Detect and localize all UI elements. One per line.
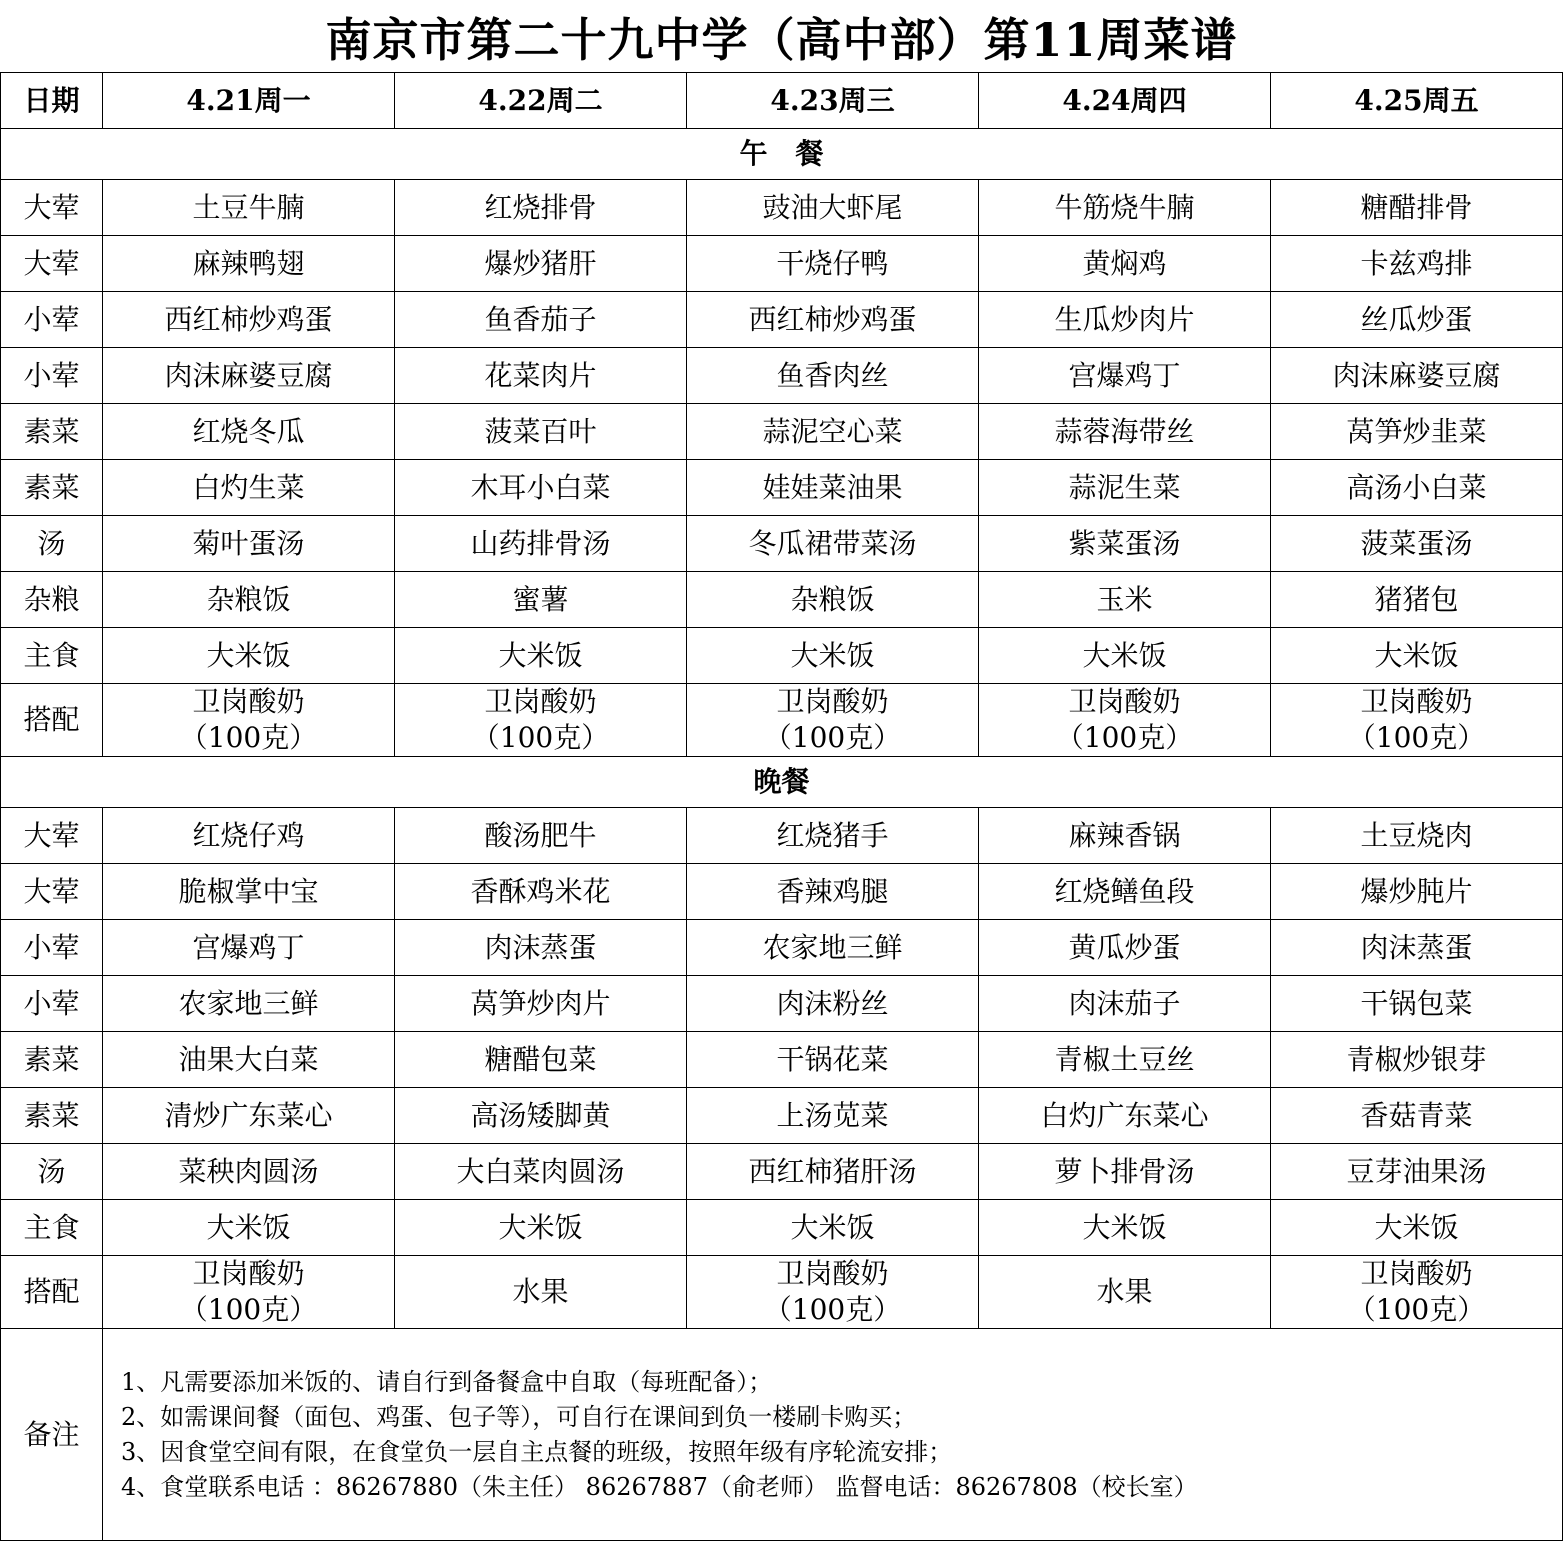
pairing-row xyxy=(1,684,1563,757)
dish-cell: 糖醋包菜 xyxy=(395,1032,687,1088)
pairing-cell xyxy=(1271,1256,1563,1329)
category-label: 小荤 xyxy=(1,920,103,976)
menu-row xyxy=(1,628,1563,684)
dish-cell: 爆炒猪肝 xyxy=(395,236,687,292)
notes-label: 备注 xyxy=(1,1329,103,1541)
pairing-amount: （100克） xyxy=(179,1293,318,1326)
pairing-item: 卫岗酸奶 xyxy=(192,685,305,718)
menu-row xyxy=(1,292,1563,348)
dish-cell: 大米饭 xyxy=(395,1200,687,1256)
dish-cell: 西红柿猪肝汤 xyxy=(687,1144,979,1200)
pairing-cell xyxy=(687,684,979,757)
category-label: 小荤 xyxy=(1,976,103,1032)
pairing-amount: （100克） xyxy=(179,721,318,754)
pairing-item: 卫岗酸奶 xyxy=(192,1257,305,1290)
dish-cell: 紫菜蛋汤 xyxy=(979,516,1271,572)
dish-cell: 大米饭 xyxy=(1271,1200,1563,1256)
dish-cell: 麻辣香锅 xyxy=(979,808,1271,864)
menu-row xyxy=(1,976,1563,1032)
dish-cell: 干烧仔鸭 xyxy=(687,236,979,292)
menu-row xyxy=(1,1088,1563,1144)
pairing-cell xyxy=(395,684,687,757)
dish-cell: 花菜肉片 xyxy=(395,348,687,404)
dish-cell: 山药排骨汤 xyxy=(395,516,687,572)
dish-cell: 香辣鸡腿 xyxy=(687,864,979,920)
dish-cell: 萝卜排骨汤 xyxy=(979,1144,1271,1200)
dish-cell: 高汤小白菜 xyxy=(1271,460,1563,516)
dish-cell: 大米饭 xyxy=(687,1200,979,1256)
dish-cell: 油果大白菜 xyxy=(103,1032,395,1088)
dish-cell: 蒜泥空心菜 xyxy=(687,404,979,460)
category-label: 主食 xyxy=(1,1200,103,1256)
dinner-section-label: 晚餐 xyxy=(1,757,1563,808)
header-row xyxy=(1,73,1563,129)
dish-cell: 肉沫麻婆豆腐 xyxy=(1271,348,1563,404)
category-label: 汤 xyxy=(1,516,103,572)
pairing-item: 卫岗酸奶 xyxy=(776,685,889,718)
pairing-amount: （100克） xyxy=(763,721,902,754)
dish-cell: 菠菜百叶 xyxy=(395,404,687,460)
menu-row xyxy=(1,808,1563,864)
menu-row xyxy=(1,516,1563,572)
dish-cell: 大米饭 xyxy=(103,628,395,684)
dish-cell: 蒜蓉海带丝 xyxy=(979,404,1271,460)
pairing-cell xyxy=(1271,684,1563,757)
dish-cell: 青椒炒银芽 xyxy=(1271,1032,1563,1088)
menu-row xyxy=(1,1032,1563,1088)
notes-content xyxy=(103,1329,1563,1541)
day-header: 4.25周五 xyxy=(1271,73,1563,129)
lunch-section-label: 午 餐 xyxy=(1,129,1563,180)
dish-cell: 蜜薯 xyxy=(395,572,687,628)
menu-row xyxy=(1,920,1563,976)
dish-cell: 农家地三鲜 xyxy=(687,920,979,976)
category-label: 大荤 xyxy=(1,864,103,920)
pairing-item: 水果 xyxy=(1096,1275,1153,1308)
dish-cell: 大米饭 xyxy=(687,628,979,684)
menu-table xyxy=(0,72,1563,1541)
category-label: 大荤 xyxy=(1,180,103,236)
dish-cell: 红烧猪手 xyxy=(687,808,979,864)
day-header: 4.23周三 xyxy=(687,73,979,129)
pairing-item: 卫岗酸奶 xyxy=(1360,685,1473,718)
dish-cell: 西红柿炒鸡蛋 xyxy=(687,292,979,348)
dish-cell: 冬瓜裙带菜汤 xyxy=(687,516,979,572)
dish-cell: 大米饭 xyxy=(1271,628,1563,684)
category-label: 素菜 xyxy=(1,404,103,460)
dish-cell: 杂粮饭 xyxy=(687,572,979,628)
pairing-cell xyxy=(103,1256,395,1329)
category-label: 搭配 xyxy=(1,684,103,757)
dish-cell: 菊叶蛋汤 xyxy=(103,516,395,572)
dish-cell: 宫爆鸡丁 xyxy=(979,348,1271,404)
dish-cell: 糖醋排骨 xyxy=(1271,180,1563,236)
dish-cell: 鱼香茄子 xyxy=(395,292,687,348)
pairing-amount: （100克） xyxy=(1347,721,1486,754)
dish-cell: 上汤苋菜 xyxy=(687,1088,979,1144)
pairing-amount: （100克） xyxy=(763,1293,902,1326)
dish-cell: 脆椒掌中宝 xyxy=(103,864,395,920)
pairing-item: 卫岗酸奶 xyxy=(1360,1257,1473,1290)
dish-cell: 红烧鳝鱼段 xyxy=(979,864,1271,920)
note-line: 3、因食堂空间有限，在食堂负一层自主点餐的班级，按照年级有序轮流安排； xyxy=(121,1437,953,1466)
dish-cell: 白灼生菜 xyxy=(103,460,395,516)
dish-cell: 生瓜炒肉片 xyxy=(979,292,1271,348)
dish-cell: 宫爆鸡丁 xyxy=(103,920,395,976)
lunch-section-row xyxy=(1,129,1563,180)
pairing-amount: （100克） xyxy=(1055,721,1194,754)
pairing-cell xyxy=(103,684,395,757)
pairing-item: 卫岗酸奶 xyxy=(776,1257,889,1290)
dinner-section-row xyxy=(1,757,1563,808)
dish-cell: 土豆烧肉 xyxy=(1271,808,1563,864)
category-label: 小荤 xyxy=(1,348,103,404)
dish-cell: 酸汤肥牛 xyxy=(395,808,687,864)
dish-cell: 娃娃菜油果 xyxy=(687,460,979,516)
dish-cell: 干锅包菜 xyxy=(1271,976,1563,1032)
notes-row xyxy=(1,1329,1563,1541)
dish-cell: 大米饭 xyxy=(395,628,687,684)
category-label: 小荤 xyxy=(1,292,103,348)
dish-cell: 蒜泥生菜 xyxy=(979,460,1271,516)
dish-cell: 肉沫蒸蛋 xyxy=(395,920,687,976)
dish-cell: 豉油大虾尾 xyxy=(687,180,979,236)
dish-cell: 香菇青菜 xyxy=(1271,1088,1563,1144)
dish-cell: 肉沫蒸蛋 xyxy=(1271,920,1563,976)
category-label: 搭配 xyxy=(1,1256,103,1329)
dish-cell: 黄瓜炒蛋 xyxy=(979,920,1271,976)
dish-cell: 香酥鸡米花 xyxy=(395,864,687,920)
dish-cell: 丝瓜炒蛋 xyxy=(1271,292,1563,348)
pairing-item: 水果 xyxy=(512,1275,569,1308)
pairing-cell xyxy=(979,684,1271,757)
dish-cell: 黄焖鸡 xyxy=(979,236,1271,292)
day-header: 4.21周一 xyxy=(103,73,395,129)
menu-row xyxy=(1,1200,1563,1256)
dish-cell: 肉沫粉丝 xyxy=(687,976,979,1032)
category-label: 汤 xyxy=(1,1144,103,1200)
dish-cell: 鱼香肉丝 xyxy=(687,348,979,404)
dish-cell: 白灼广东菜心 xyxy=(979,1088,1271,1144)
dish-cell: 杂粮饭 xyxy=(103,572,395,628)
category-label: 素菜 xyxy=(1,1032,103,1088)
dish-cell: 高汤矮脚黄 xyxy=(395,1088,687,1144)
menu-row xyxy=(1,572,1563,628)
dish-cell: 大米饭 xyxy=(979,628,1271,684)
dish-cell: 土豆牛腩 xyxy=(103,180,395,236)
dish-cell: 大白菜肉圆汤 xyxy=(395,1144,687,1200)
page-title: 南京市第二十九中学（高中部）第11周菜谱 xyxy=(325,13,1238,67)
dish-cell: 青椒土豆丝 xyxy=(979,1032,1271,1088)
dish-cell: 清炒广东菜心 xyxy=(103,1088,395,1144)
note-line: 4、食堂联系电话 ：86267880（朱主任） 86267887（俞老师） 监督电话：86267808（校长室） xyxy=(121,1472,1198,1501)
dish-cell: 豆芽油果汤 xyxy=(1271,1144,1563,1200)
dish-cell: 菠菜蛋汤 xyxy=(1271,516,1563,572)
dish-cell: 莴笋炒肉片 xyxy=(395,976,687,1032)
pairing-amount: （100克） xyxy=(1347,1293,1486,1326)
dish-cell: 干锅花菜 xyxy=(687,1032,979,1088)
dish-cell: 肉沫麻婆豆腐 xyxy=(103,348,395,404)
dish-cell: 卡兹鸡排 xyxy=(1271,236,1563,292)
dish-cell: 红烧冬瓜 xyxy=(103,404,395,460)
dish-cell: 红烧排骨 xyxy=(395,180,687,236)
category-label: 大荤 xyxy=(1,236,103,292)
dish-cell: 莴笋炒韭菜 xyxy=(1271,404,1563,460)
dish-cell: 红烧仔鸡 xyxy=(103,808,395,864)
pairing-item: 卫岗酸奶 xyxy=(1068,685,1181,718)
menu-row xyxy=(1,348,1563,404)
dish-cell: 大米饭 xyxy=(103,1200,395,1256)
menu-row xyxy=(1,864,1563,920)
category-label: 杂粮 xyxy=(1,572,103,628)
dish-cell: 玉米 xyxy=(979,572,1271,628)
day-header: 4.24周四 xyxy=(979,73,1271,129)
date-label: 日期 xyxy=(1,73,103,129)
pairing-cell xyxy=(979,1256,1271,1329)
note-line: 2、如需课间餐（面包、鸡蛋、包子等），可自行在课间到负一楼刷卡购买； xyxy=(121,1402,917,1431)
pairing-item: 卫岗酸奶 xyxy=(484,685,597,718)
menu-row xyxy=(1,236,1563,292)
note-line: 1、凡需要添加米饭的、请自行到备餐盒中自取（每班配备）； xyxy=(121,1367,773,1396)
dish-cell: 猪猪包 xyxy=(1271,572,1563,628)
category-label: 大荤 xyxy=(1,808,103,864)
dish-cell: 肉沫茄子 xyxy=(979,976,1271,1032)
pairing-amount: （100克） xyxy=(471,721,610,754)
dish-cell: 菜秧肉圆汤 xyxy=(103,1144,395,1200)
pairing-cell xyxy=(395,1256,687,1329)
dish-cell: 大米饭 xyxy=(979,1200,1271,1256)
dish-cell: 农家地三鲜 xyxy=(103,976,395,1032)
menu-row xyxy=(1,180,1563,236)
dish-cell: 木耳小白菜 xyxy=(395,460,687,516)
menu-row xyxy=(1,1144,1563,1200)
category-label: 主食 xyxy=(1,628,103,684)
dish-cell: 西红柿炒鸡蛋 xyxy=(103,292,395,348)
day-header: 4.22周二 xyxy=(395,73,687,129)
dish-cell: 麻辣鸭翅 xyxy=(103,236,395,292)
pairing-cell xyxy=(687,1256,979,1329)
pairing-row xyxy=(1,1256,1563,1329)
category-label: 素菜 xyxy=(1,460,103,516)
dish-cell: 牛筋烧牛腩 xyxy=(979,180,1271,236)
menu-row xyxy=(1,460,1563,516)
menu-row xyxy=(1,404,1563,460)
category-label: 素菜 xyxy=(1,1088,103,1144)
dish-cell: 爆炒肫片 xyxy=(1271,864,1563,920)
